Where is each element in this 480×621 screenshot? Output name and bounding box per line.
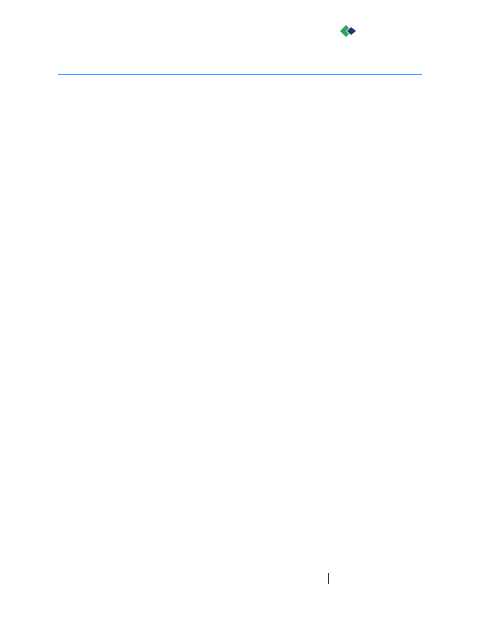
technavio-logo — [340, 24, 360, 38]
section-heading — [58, 58, 66, 70]
page-footer — [326, 573, 331, 584]
technavio-logo-icon — [340, 24, 356, 38]
section-divider — [58, 74, 422, 75]
footer-divider — [328, 573, 329, 584]
factor-bar-chart — [70, 178, 420, 408]
gauge-2028 — [296, 118, 356, 164]
gauge-2023 — [80, 118, 140, 164]
